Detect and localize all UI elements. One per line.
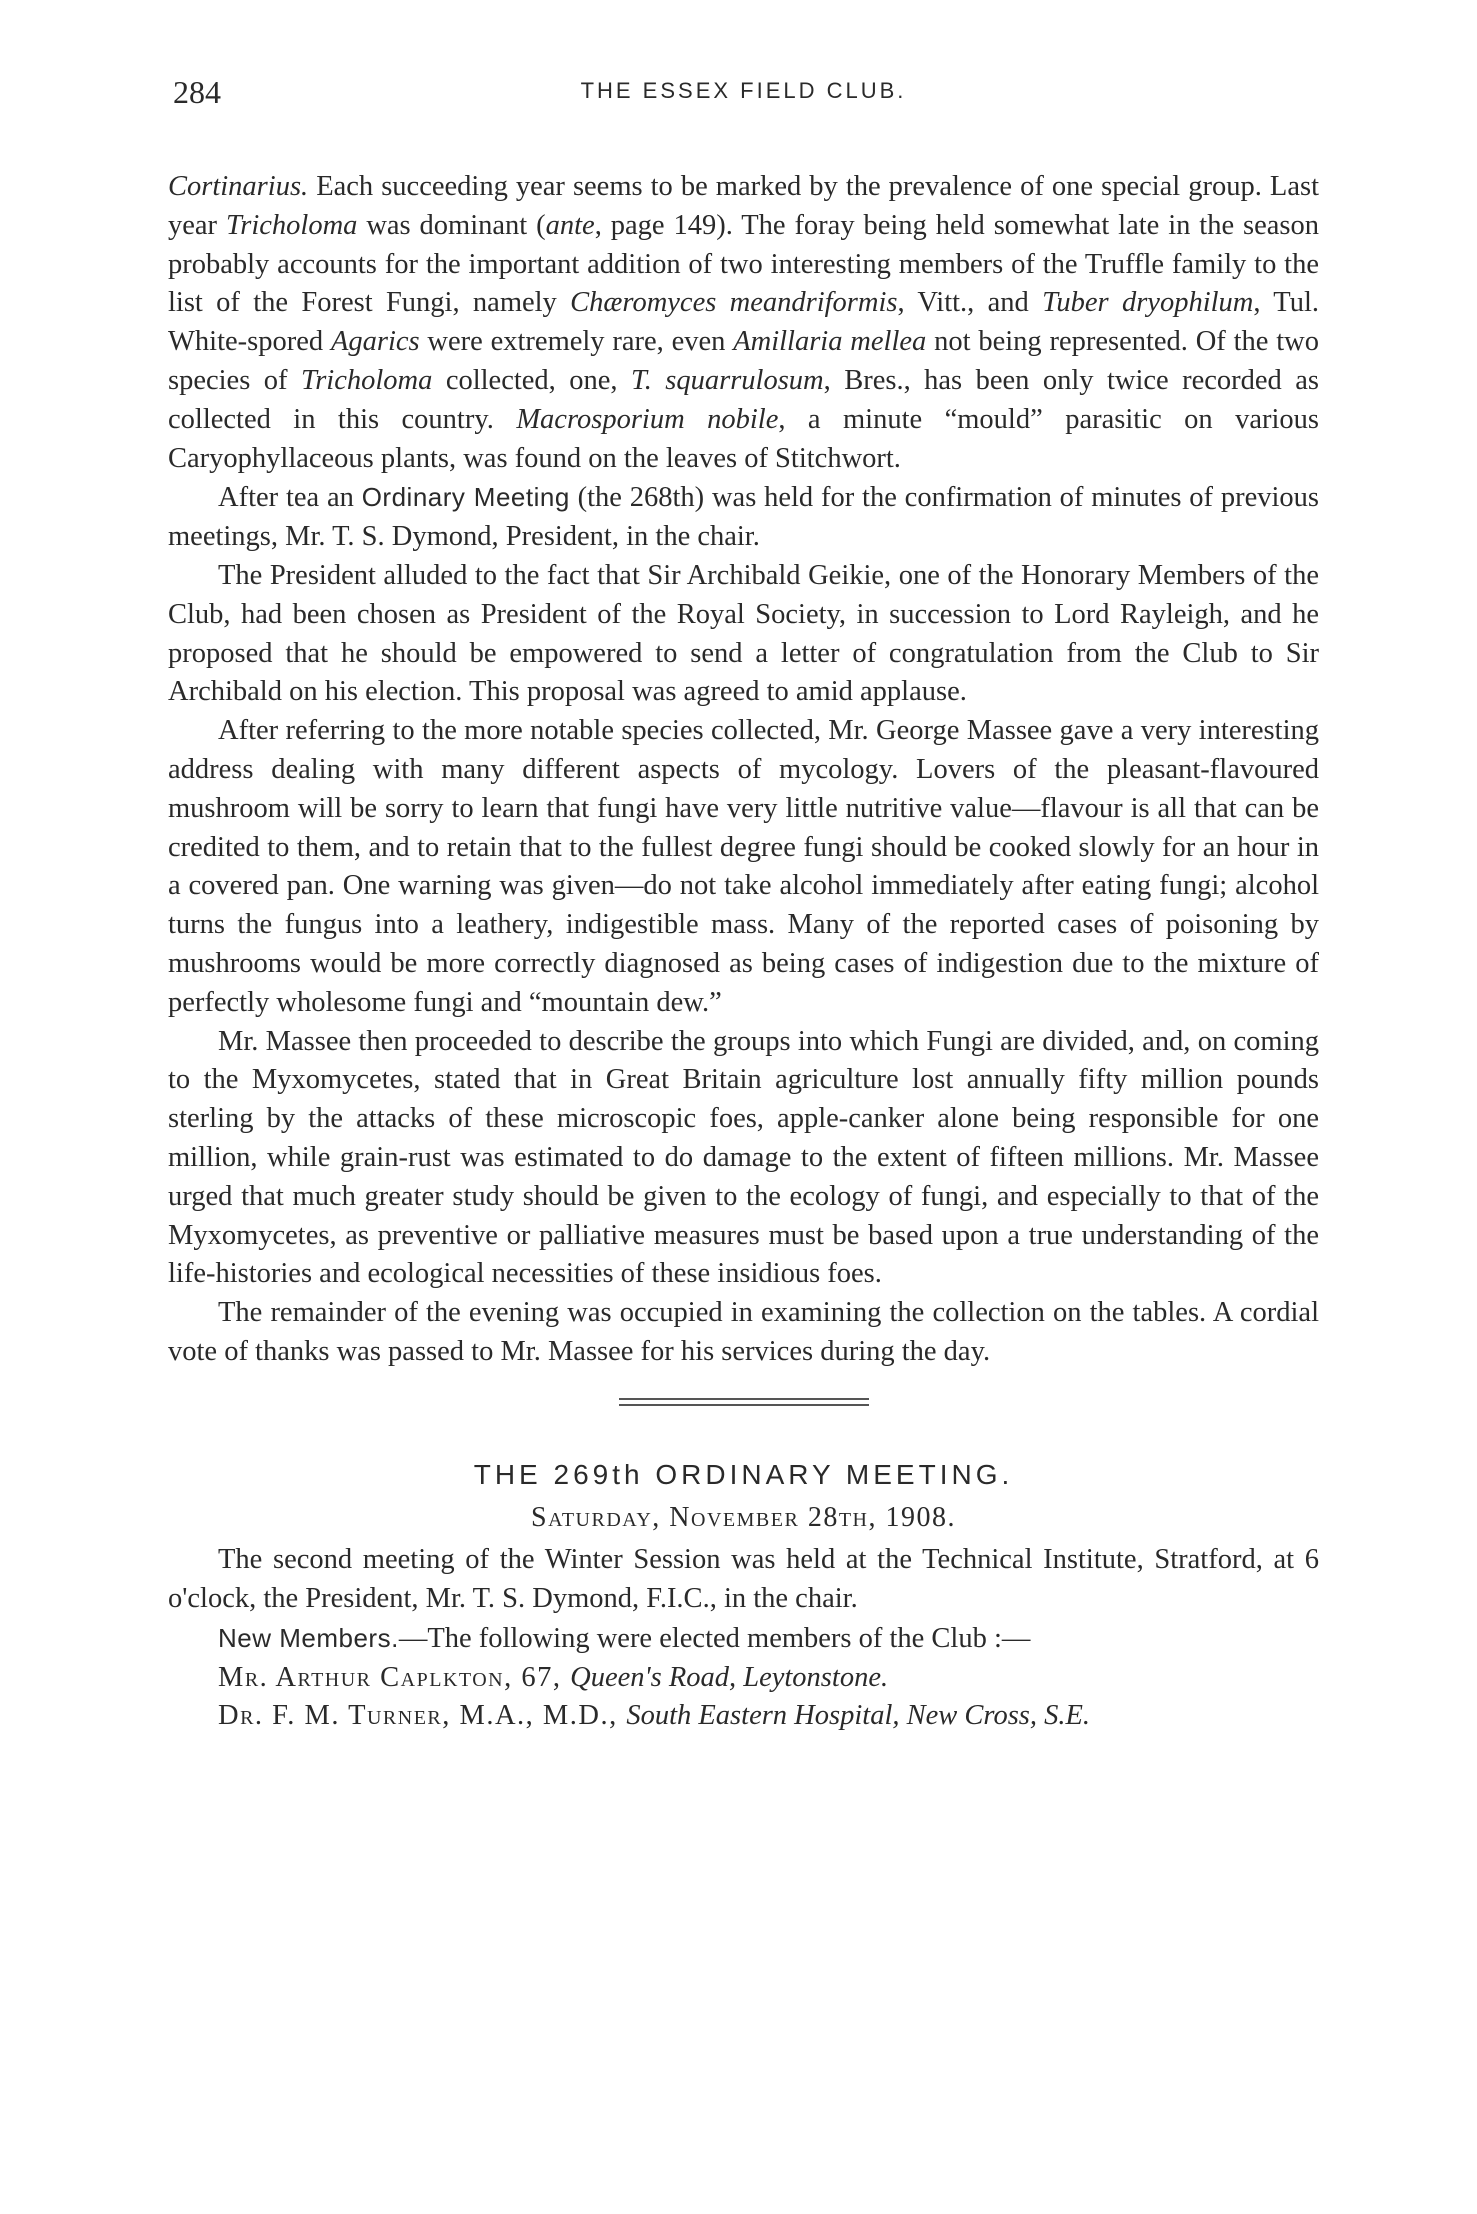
paragraph-ordinary-meeting bbox=[168, 478, 1319, 557]
italic-term: Amillaria mellea bbox=[733, 326, 927, 358]
paragraph-massee-address: After referring to the more notable species collected, Mr. George Massee gave a very interesting address dealing with many different aspects of mycology. Lovers of the pleasant-flavoured mushroom will be sorry to learn that fungi have very little nutritive value—flavour is all that can be credited to them, and to retain that to the fullest degree fungi should be cooked slowly for an hour in a covered pan. One warning was given—do not take alcohol immediately after eating fungi; alcohol turns the fungus into a leathery, indigestible mass. Many of the reported cases of poisoning by mushrooms would be more correctly diagnosed as being cases of indigestion due to the mixture of perfectly wholesome fungi and “mountain dew.” bbox=[168, 715, 1319, 1018]
page-header bbox=[168, 70, 1319, 118]
text-run: , Tul. White-spored bbox=[168, 287, 1320, 358]
text-run: —The following were elected members of the Club :— bbox=[398, 1622, 1031, 1654]
text-run: was dominant ( bbox=[357, 209, 546, 241]
italic-term: Chæromyces meandriformis bbox=[570, 287, 898, 319]
italic-term: Tuber dryophilum bbox=[1042, 287, 1254, 319]
paragraph-myxomycetes: Mr. Massee then proceeded to describe the groups into which Fungi are divided, and, on coming to the Myxomycetes, stated that in Great Britain agriculture lost annually fifty million pounds sterling by the attacks of these microscopic foes, apple-canker alone being responsible for one million, while grain-rust was estimated to do damage to the extent of fifteen millions. Mr. Massee urged that much greater study should be given to the ecology of fungi, and especially to that of the Myxomycetes, as preventive or palliative measures must be based upon a true understanding of the life-histories and ecological necessities of these insidious foes. bbox=[168, 1025, 1319, 1290]
italic-term: Cortinarius. bbox=[168, 171, 309, 202]
member-name: Mr. Arthur Caplkton, 67, bbox=[218, 1661, 571, 1693]
running-head: THE ESSEX FIELD CLUB. bbox=[580, 78, 907, 103]
section-label: Ordinary Meeting bbox=[361, 482, 570, 513]
italic-term: Tricholoma bbox=[225, 209, 358, 241]
italic-term: Agarics bbox=[330, 326, 420, 358]
member-address: Queen's Road, Leytonstone. bbox=[570, 1661, 889, 1693]
paragraph-new-members bbox=[168, 1619, 1319, 1659]
paragraph-foray-results bbox=[168, 168, 1319, 478]
paragraph-evening: The remainder of the evening was occupied in examining the collection on the tables. A cordial vote of thanks was passed to Mr. Massee for his services during the day. bbox=[168, 1297, 1319, 1367]
meeting-title: THE 269th ORDINARY MEETING. bbox=[473, 1458, 1014, 1490]
italic-term: ante bbox=[545, 209, 595, 241]
italic-term: Tricholoma bbox=[300, 364, 433, 396]
text-run: , Bres., has been only twice recorded as collected in this country. bbox=[168, 364, 1319, 435]
text-run: , a minute “mould” parasitic on various Caryophyllaceous plants, was found on the leaves of Stitchwort. bbox=[168, 403, 1320, 474]
text-run: collected, one, bbox=[432, 364, 631, 396]
italic-term: Macrosporium nobile bbox=[516, 403, 779, 435]
text-run: were extremely rare, even bbox=[419, 326, 734, 358]
text-run: , page 149). The foray being held somewhat late in the season probably accounts for the important addition of two interesting members of the Truffle family to the list of the Forest Fungi, namely bbox=[168, 209, 1320, 319]
member-entry bbox=[168, 1697, 1319, 1736]
member-name: Dr. F. M. Turner, M.A., M.D., bbox=[218, 1700, 627, 1732]
meeting-date: Saturday, November 28th, 1908. bbox=[531, 1501, 956, 1533]
text-run: , Vitt., and bbox=[897, 287, 1043, 319]
paragraph-second-meeting: The second meeting of the Winter Session was held at the Technical Institute, Stratford, at 6 o'clock, the President, Mr. T. S. Dymond, F.I.C., in the chair. bbox=[168, 1544, 1319, 1615]
text-run: After tea an bbox=[218, 482, 362, 514]
text-run: not being represented. Of the two species of bbox=[168, 326, 1320, 396]
member-entry bbox=[168, 1659, 1319, 1698]
page-body bbox=[168, 168, 1319, 1736]
paragraph-president-geikie: The President alluded to the fact that Sir Archibald Geikie, one of the Honorary Members of the Club, had been chosen as President of the Royal Society, in succession to Lord Rayleigh, and he proposed that he should be empowered to send a letter of congratulation from the Club to Sir Archibald on his election. This proposal was agreed to amid applause. bbox=[168, 559, 1319, 708]
section-label: New Members. bbox=[218, 1622, 399, 1653]
italic-term: T. squarrulosum bbox=[630, 364, 824, 396]
page-number: 284 bbox=[173, 74, 221, 110]
text-run: Each succeeding year seems to be marked by the prevalence of one special group. Last year bbox=[168, 171, 1319, 241]
text-run: (the 268th) was held for the confirmation of minutes of previous meetings, Mr. T. S. Dymond, President, in the chair. bbox=[168, 482, 1319, 553]
member-address: South Eastern Hospital, New Cross, S.E. bbox=[626, 1700, 1091, 1732]
section-divider bbox=[619, 1398, 869, 1406]
